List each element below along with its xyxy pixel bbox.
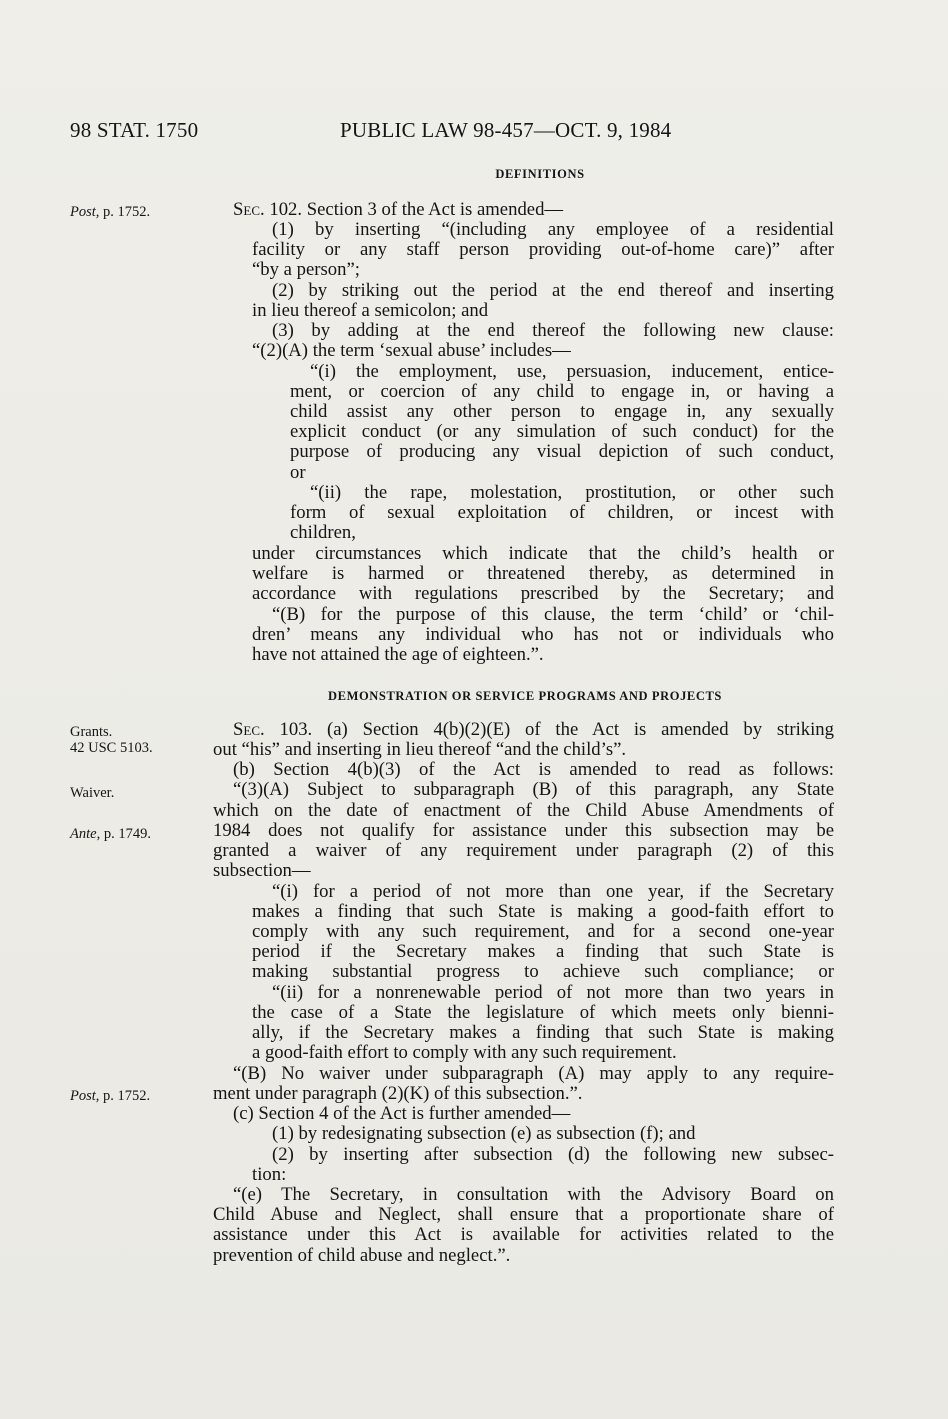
margin-note-text: p. 1752. bbox=[99, 1088, 151, 1104]
sec103-clause-i-line1: “(i) for a period of not more than one year, if the Secretary bbox=[272, 881, 834, 902]
sec103-a-line2: out “his” and inserting in lieu thereof “and the child’s”. bbox=[213, 739, 627, 760]
sec102-b-line3: have not attained the age of eighteen.”. bbox=[252, 644, 544, 665]
sec102-under-line2: welfare is harmed or threatened thereby, as determined in bbox=[252, 563, 834, 584]
sec103-c-line4: tion: bbox=[252, 1164, 287, 1185]
sec103-bb-line1: “(B) No waiver under subparagraph (A) may apply to any require- bbox=[233, 1063, 834, 1084]
sec102-p1-line1: (1) by inserting “(including any employee of a residential bbox=[272, 219, 834, 240]
sec103-c-line1: (c) Section 4 of the Act is further amended— bbox=[233, 1103, 571, 1124]
sec102-p2-line1: (2) by striking out the period at the end thereof and inserting bbox=[272, 280, 834, 301]
sec102-clause-i-line3: child assist any other person to engage in, any sexually bbox=[290, 401, 834, 422]
stat-page-number: 98 STAT. 1750 bbox=[70, 118, 199, 142]
sec102-clause-i-line2: ment, or coercion of any child to engage in, or having a bbox=[290, 381, 834, 402]
sec102-intro: Sec. 102. Section 3 of the Act is amended— bbox=[233, 199, 564, 220]
sec103-b-line6: subsection— bbox=[213, 860, 311, 881]
sec102-p1-line3: “by a person”; bbox=[252, 259, 360, 280]
sec103-clause-i-line3: comply with any such requirement, and for a second one-year bbox=[252, 921, 834, 942]
margin-note-waiver: Waiver. bbox=[70, 785, 115, 801]
sec103-e-line1: “(e) The Secretary, in consultation with the Advisory Board on bbox=[233, 1184, 834, 1205]
sec103-clause-i-line4: period if the Secretary makes a finding that such State is bbox=[252, 941, 834, 962]
sec102-clause-ii-line1: “(ii) the rape, molestation, prostitution, or other such bbox=[310, 482, 834, 503]
sec103-clause-i-line5: making substantial progress to achieve such compliance; or bbox=[252, 961, 834, 982]
sec103-e-line4: prevention of child abuse and neglect.”. bbox=[213, 1245, 511, 1266]
sec102-clause-ii-line2: form of sexual exploitation of children, or incest with bbox=[290, 502, 834, 523]
sec102-clause-i-line4: explicit conduct (or any simulation of such conduct) for the bbox=[290, 421, 834, 442]
sec102-under-line3: accordance with regulations prescribed by the Secretary; and bbox=[252, 583, 834, 604]
sec103-clause-ii-line1: “(ii) for a nonrenewable period of not more than two years in bbox=[272, 982, 834, 1003]
sec103-clause-ii-line3: ally, if the Secretary makes a finding that such State is making bbox=[252, 1022, 834, 1043]
margin-note-ref: Post, bbox=[70, 1088, 100, 1104]
heading-definitions: DEFINITIONS bbox=[495, 167, 585, 181]
sec103-e-line3: assistance under this Act is available for activities related to the bbox=[213, 1224, 834, 1245]
sec103-clause-i-line2: makes a finding that such State is making a good-faith effort to bbox=[252, 901, 834, 922]
sec102-clause-i-line6: or bbox=[290, 462, 306, 483]
margin-note-grants: Grants. bbox=[70, 724, 113, 740]
sec102-b-line1: “(B) for the purpose of this clause, the term ‘child’ or ‘chil- bbox=[272, 604, 834, 625]
margin-note-ref: Ante, bbox=[70, 826, 101, 842]
sec102-p1-line2: facility or any staff person providing out-of-home care)” after bbox=[252, 239, 834, 260]
margin-note-post-1752 bbox=[70, 203, 150, 221]
margin-note-ante-1749 bbox=[70, 825, 151, 843]
margin-note-ref: Post, bbox=[70, 204, 100, 220]
sec103-b-line1: (b) Section 4(b)(3) of the Act is amended to read as follows: bbox=[233, 759, 834, 780]
sec103-b-line3: which on the date of enactment of the Child Abuse Amendments of bbox=[213, 800, 834, 821]
sec102-under-line1: under circumstances which indicate that the child’s health or bbox=[252, 543, 834, 564]
sec103-b-line2: “(3)(A) Subject to subparagraph (B) of this paragraph, any State bbox=[233, 779, 834, 800]
margin-note-post-1752-b bbox=[70, 1087, 150, 1105]
sec103-c-line2: (1) by redesignating subsection (e) as subsection (f); and bbox=[272, 1123, 696, 1144]
heading-demonstration: DEMONSTRATION OR SERVICE PROGRAMS AND PROJECTS bbox=[328, 689, 722, 703]
sec102-clause-i-line5: purpose of producing any visual depiction of such conduct, bbox=[290, 441, 834, 462]
sec102-p2-line2: in lieu thereof a semicolon; and bbox=[252, 300, 489, 321]
sec103-e-line2: Child Abuse and Neglect, shall ensure that a proportionate share of bbox=[213, 1204, 834, 1225]
sec103-c-line3: (2) by inserting after subsection (d) the following new subsec- bbox=[272, 1144, 834, 1165]
sec103-bb-line2: ment under paragraph (2)(K) of this subsection.”. bbox=[213, 1083, 583, 1104]
sec102-b-line2: dren’ means any individual who has not or individuals who bbox=[252, 624, 834, 645]
margin-note-text: p. 1752. bbox=[99, 204, 151, 220]
law-title: PUBLIC LAW 98-457—OCT. 9, 1984 bbox=[340, 118, 672, 142]
sec102-clause-i-line1: “(i) the employment, use, persuasion, inducement, entice- bbox=[310, 361, 834, 382]
margin-note-usc: 42 USC 5103. bbox=[70, 740, 153, 756]
sec102-clause-ii-line3: children, bbox=[290, 522, 356, 543]
running-header bbox=[70, 118, 870, 148]
sec103-b-line5: granted a waiver of any requirement under paragraph (2) of this bbox=[213, 840, 834, 861]
sec103-b-line4: 1984 does not qualify for assistance under this subsection may be bbox=[213, 820, 834, 841]
sec102-p3-line2: “(2)(A) the term ‘sexual abuse’ includes— bbox=[252, 340, 571, 361]
sec103-a-line1: Sec. 103. (a) Section 4(b)(2)(E) of the Act is amended by striking bbox=[233, 719, 834, 740]
sec103-clause-ii-line2: the case of a State the legislature of which meets only bienni- bbox=[252, 1002, 834, 1023]
sec102-p3-line1: (3) by adding at the end thereof the following new clause: bbox=[272, 320, 834, 341]
margin-note-text: p. 1749. bbox=[100, 826, 151, 842]
sec103-clause-ii-line4: a good-faith effort to comply with any such requirement. bbox=[252, 1042, 677, 1063]
